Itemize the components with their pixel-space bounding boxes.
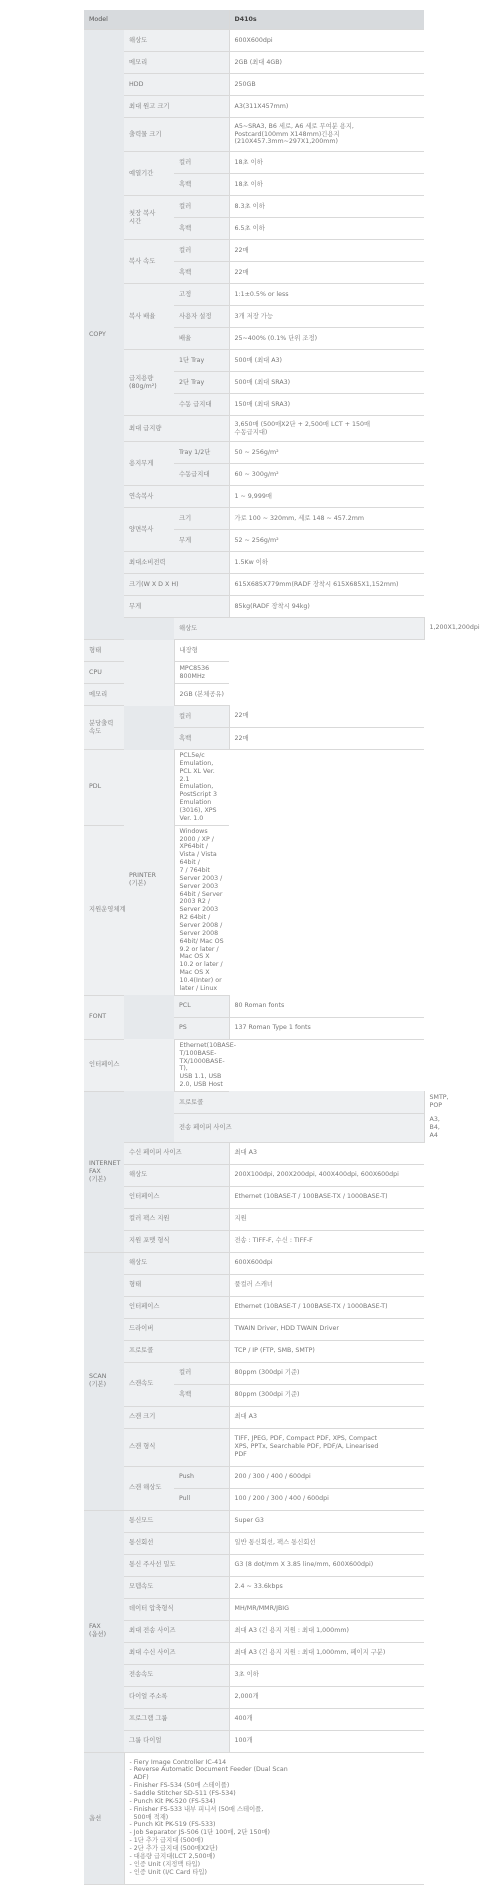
spec-row <box>84 1598 424 1620</box>
spec-value: A5~SRA3, B6 세로, A6 세로 무여분 용지, Postcard(100mm X148mm)긴용지 (210X457.3mm~297X1,200mm) <box>229 118 424 152</box>
spec-value: TCP / IP (FTP, SMB, SMTP) <box>229 1340 424 1362</box>
spec-label: 통신회선 <box>124 1532 229 1554</box>
spec-value: Ethernet (10BASE-T / 100BASE-TX / 1000BASE-T) <box>229 1186 424 1208</box>
spec-sublabel: 사용자 설정 <box>174 306 229 328</box>
spec-label: 최대 수신 사이즈 <box>124 1642 229 1664</box>
table-header-row <box>84 10 424 30</box>
spec-label: 지원 포맷 형식 <box>124 1230 229 1252</box>
spec-row <box>84 1164 424 1186</box>
spec-value: MH/MR/MMR/JBIG <box>229 1598 424 1620</box>
spec-sublabel: 고정 <box>174 284 229 306</box>
option-item: - 대용량 급지대(LCT 2,500매) <box>129 1852 216 1860</box>
spec-value: 22매 <box>229 262 424 284</box>
spec-sublabel: 크기 <box>174 508 229 530</box>
spec-row <box>84 1296 424 1318</box>
spec-table <box>84 10 480 1885</box>
spec-value: 600X600dpi <box>229 30 424 52</box>
option-item: - Punch Kit PK-519 (FS-533) <box>129 1821 216 1829</box>
option-item: - Reverse Automatic Document Feeder (Dual Scan <box>129 1766 288 1774</box>
spec-label: 지원운영체계 <box>84 825 174 995</box>
spec-label: 예열기간 <box>124 152 174 196</box>
spec-value: 150매 (최대 SRA3) <box>229 394 424 416</box>
spec-label: 통신 주사선 밀도 <box>124 1554 229 1576</box>
spec-value: 600X600dpi <box>229 1252 424 1274</box>
spec-value: Super G3 <box>229 1510 424 1532</box>
spec-sublabel: Tray 1/2단 <box>174 442 229 464</box>
spec-table-body <box>84 10 480 1885</box>
spec-label: HDD <box>124 74 229 96</box>
spec-sublabel: 컬러 <box>174 240 229 262</box>
spec-value: 400개 <box>229 1708 424 1730</box>
spec-value: 18초 이하 <box>229 174 424 196</box>
spec-row <box>84 508 424 530</box>
option-item: ADF) <box>129 1774 149 1782</box>
spec-sublabel: 흑백 <box>174 218 229 240</box>
spec-row <box>84 662 424 684</box>
spec-row <box>84 1428 424 1466</box>
spec-label: 컬러 팩스 지원 <box>124 1208 229 1230</box>
spec-value: 최대 A3 (긴 용지 지원 : 최대 1,000mm) <box>229 1620 424 1642</box>
spec-row <box>84 1318 424 1340</box>
spec-row <box>84 1340 424 1362</box>
spec-row <box>84 1620 424 1642</box>
spec-row <box>84 1576 424 1598</box>
spec-value: Ethernet(10BASE-T/100BASE-TX/1000BASE-T), USB 1.1, USB 2.0, USB Host <box>174 1039 229 1091</box>
spec-value: 100 / 200 / 300 / 400 / 600dpi <box>229 1488 424 1510</box>
spec-label: 모뎀속도 <box>124 1576 229 1598</box>
option-item: - 인증 Unit (지정맥 타입) <box>129 1860 201 1868</box>
option-item: - Punch Kit PK-520 (FS-534) <box>129 1797 216 1805</box>
spec-row <box>84 196 424 218</box>
spec-value: 60 ~ 300g/m² <box>229 464 424 486</box>
spec-row <box>84 1532 424 1554</box>
spec-row <box>84 350 424 372</box>
spec-sublabel: 1단 Tray <box>174 350 229 372</box>
spec-label: 최대 원고 크기 <box>124 96 229 118</box>
spec-value: TWAIN Driver, HDD TWAIN Driver <box>229 1318 424 1340</box>
spec-label: 형태 <box>124 1274 229 1296</box>
spec-label: 그룹 다이얼 <box>124 1730 229 1752</box>
spec-row <box>84 750 424 826</box>
spec-value: 22매 <box>229 728 424 750</box>
option-item: - 2단 추가 급지대 (500매X2단) <box>129 1844 218 1852</box>
spec-value: Windows 2000 / XP / XP64bit / Vista / Vista 64bit / 7 / 764bit Server 2003 / Server 2003 64bit / Server 2003 R2 / Server 2003 R2 64bit / Server 2008 / Server 2008 64bit/ Mac OS 9.2 or later / Mac OS X 10.2 or later / Mac OS X 10.4(Inter) or later / Linux <box>174 825 229 995</box>
spec-label: 분당출력속도 <box>84 706 124 750</box>
spec-label: 스캔 형식 <box>124 1428 229 1466</box>
category-cell: INTERNET FAX (기본) <box>84 1091 124 1252</box>
spec-row <box>84 118 424 152</box>
spec-row: INTERNET FAX (기본) 프로토콜 SMTP, POP <box>84 1091 424 1113</box>
spec-row <box>84 1466 424 1488</box>
spec-value: 500매 (최대 SRA3) <box>229 372 424 394</box>
spec-label: 최대 급지량 <box>124 416 229 442</box>
spec-label: 최대 전송 사이즈 <box>124 1620 229 1642</box>
spec-row <box>84 486 424 508</box>
spec-value: 137 Roman Type 1 fonts <box>229 1017 424 1039</box>
spec-label: 인터페이스 <box>124 1186 229 1208</box>
spec-value: Ethernet (10BASE-T / 100BASE-TX / 1000BASE-T) <box>229 1296 424 1318</box>
spec-value: 8.3초 이하 <box>229 196 424 218</box>
category-cell: COPY <box>84 30 124 640</box>
spec-row <box>84 52 424 74</box>
spec-row <box>84 152 424 174</box>
spec-value: 18초 이하 <box>229 152 424 174</box>
spec-label: 인터페이스 <box>84 1039 174 1091</box>
category-cell: FAX (옵션) <box>84 1510 124 1752</box>
spec-label: 메모리 <box>84 684 174 706</box>
spec-value: PCL5e/c Emulation, PCL XL Ver. 2.1 Emulation, PostScript 3 Emulation (3016), XPS Ver. 1.0 <box>174 750 229 826</box>
spec-row <box>84 240 424 262</box>
spec-row <box>84 1406 424 1428</box>
spec-value: 내장형 <box>174 640 229 662</box>
option-item: - Fiery Image Controller IC-414 <box>129 1758 227 1766</box>
option-item: - Job Separator JS-506 (1단 100매, 2단 150매) <box>129 1829 271 1837</box>
spec-label: 양면복사 <box>124 508 174 552</box>
spec-row <box>84 1708 424 1730</box>
spec-label: 해상도 <box>174 618 424 640</box>
spec-value: 2GB (본체공유) <box>174 684 229 706</box>
spec-sublabel: 컬러 <box>174 1362 229 1384</box>
spec-label: 프로그램 그룹 <box>124 1708 229 1730</box>
category-cell: 옵션 <box>84 1752 124 1885</box>
option-item: - 1단 추가 급지대 (500매) <box>129 1837 204 1845</box>
spec-label: 전송 페이퍼 사이즈 <box>174 1113 424 1142</box>
spec-row <box>84 1362 424 1384</box>
spec-row <box>84 552 424 574</box>
spec-value: A3(311X457mm) <box>229 96 424 118</box>
spec-label: 최대소비전력 <box>124 552 229 574</box>
spec-row <box>84 1186 424 1208</box>
spec-label: 다이얼 주소록 <box>124 1686 229 1708</box>
spec-table-container <box>84 10 480 1885</box>
option-item: - Finisher FS-533 내부 피니셔 (50매 스테이플, <box>129 1805 264 1813</box>
spec-sublabel: 흑백 <box>174 1384 229 1406</box>
spec-sublabel: PCL <box>174 995 229 1017</box>
spec-value: 일반 통신회선, 팩스 통신회선 <box>229 1532 424 1554</box>
option-item: - Finisher FS-534 (50매 스테이플) <box>129 1782 230 1790</box>
spec-row <box>84 1510 424 1532</box>
spec-value: 200X100dpi, 200X200dpi, 400X400dpi, 600X600dpi <box>229 1164 424 1186</box>
spec-value: 최대 A3 (긴 용지 지원 : 최대 1,000mm, 페이지 구분) <box>229 1642 424 1664</box>
spec-row <box>84 1142 424 1164</box>
spec-label: 해상도 <box>124 1164 229 1186</box>
spec-row <box>84 1274 424 1296</box>
spec-value: 2.4 ~ 33.6kbps <box>229 1576 424 1598</box>
spec-value: 80 Roman fonts <box>229 995 424 1017</box>
spec-sublabel: Pull <box>174 1488 229 1510</box>
spec-value: TIFF, JPEG, PDF, Compact PDF, XPS, Compact XPS, PPTx, Searchable PDF, PDF/A, Linearised PDF <box>229 1428 424 1466</box>
spec-row <box>84 1554 424 1576</box>
spec-sublabel: 수동 급지대 <box>174 394 229 416</box>
spec-row <box>84 596 424 618</box>
header-label: Model <box>84 10 229 30</box>
spec-value: 3초 이하 <box>229 1664 424 1686</box>
spec-value: 52 ~ 256g/m² <box>229 530 424 552</box>
spec-value: 지원 <box>229 1208 424 1230</box>
spec-sublabel: 흑백 <box>174 728 229 750</box>
spec-sublabel: 컬러 <box>174 196 229 218</box>
spec-label: 전송속도 <box>124 1664 229 1686</box>
spec-row <box>84 640 424 662</box>
spec-label: 메모리 <box>124 52 229 74</box>
spec-row <box>84 1230 424 1252</box>
spec-row <box>84 1208 424 1230</box>
spec-label: 인터페이스 <box>124 1296 229 1318</box>
spec-label: 해상도 <box>124 1252 229 1274</box>
spec-label: 드라이버 <box>124 1318 229 1340</box>
spec-value: 1:1±0.5% or less <box>229 284 424 306</box>
spec-value: 22매 <box>229 706 424 728</box>
spec-value: 풀컬러 스캐너 <box>229 1274 424 1296</box>
spec-value: 2,000개 <box>229 1686 424 1708</box>
spec-row <box>84 96 424 118</box>
spec-value: 80ppm (300dpi 기준) <box>229 1384 424 1406</box>
spec-label: 용지무게 <box>124 442 174 486</box>
spec-label: 스캔 해상도 <box>124 1466 174 1510</box>
spec-label: 출력물 크기 <box>124 118 229 152</box>
spec-value: 3,650매 (500매X2단 + 2,500매 LCT + 150매 수동급지대) <box>229 416 424 442</box>
spec-label: 복사 속도 <box>124 240 174 284</box>
spec-row <box>84 74 424 96</box>
spec-sublabel: 컬러 <box>174 152 229 174</box>
spec-value: 500매 (최대 A3) <box>229 350 424 372</box>
spec-row <box>84 284 424 306</box>
spec-row <box>84 1252 424 1274</box>
spec-row <box>84 574 424 596</box>
spec-sublabel: 수동급지대 <box>174 464 229 486</box>
spec-label: 수신 페이퍼 사이즈 <box>124 1142 229 1164</box>
spec-sublabel: 2단 Tray <box>174 372 229 394</box>
option-item: - Saddle Stitcher SD-511 (FS-534) <box>129 1789 236 1797</box>
spec-label: PDL <box>84 750 174 826</box>
spec-label: 통신모드 <box>124 1510 229 1532</box>
spec-value: 85kg(RADF 장착시 94kg) <box>229 596 424 618</box>
spec-row: PRINTER (기본) 해상도 1,200X1,200dpi <box>84 618 424 640</box>
spec-value: 100개 <box>229 1730 424 1752</box>
spec-sublabel: 컬러 <box>174 706 229 728</box>
category-cell: SCAN (기본) <box>84 1252 124 1510</box>
spec-value: 1.5Kw 이하 <box>229 552 424 574</box>
spec-sublabel: 배율 <box>174 328 229 350</box>
spec-value: 80ppm (300dpi 기준) <box>229 1362 424 1384</box>
spec-value: 전송 : TIFF-F, 수신 : TIFF-F <box>229 1230 424 1252</box>
spec-value: 가로 100 ~ 320mm, 세로 148 ~ 457.2mm <box>229 508 424 530</box>
spec-sublabel: 무게 <box>174 530 229 552</box>
spec-row <box>84 825 424 995</box>
spec-row <box>84 442 424 464</box>
spec-label: CPU <box>84 662 174 684</box>
option-item: - 인증 Unit (I/C Card 타입) <box>129 1868 207 1876</box>
spec-value: 최대 A3 <box>229 1406 424 1428</box>
spec-label: 프로토콜 <box>174 1091 424 1113</box>
spec-sublabel: Push <box>174 1466 229 1488</box>
spec-row <box>84 416 424 442</box>
spec-value: 3개 저장 가능 <box>229 306 424 328</box>
spec-value: 25~400% (0.1% 단위 조정) <box>229 328 424 350</box>
category-cell: PRINTER (기본) <box>124 618 174 1143</box>
spec-value: MPC8536 800MHz <box>174 662 229 684</box>
spec-value: 2GB (최대 4GB) <box>229 52 424 74</box>
spec-label: 급지용량 (80g/m²) <box>124 350 174 416</box>
options-list <box>124 1752 424 1885</box>
spec-value: G3 (8 dot/mm X 3.85 line/mm, 600X600dpi) <box>229 1554 424 1576</box>
spec-value: 22매 <box>229 240 424 262</box>
spec-label: 무게 <box>124 596 229 618</box>
spec-value: 1 ~ 9,999매 <box>229 486 424 508</box>
spec-row <box>84 30 424 52</box>
spec-row <box>84 1642 424 1664</box>
spec-label: 스캔속도 <box>124 1362 174 1406</box>
spec-label: 데이터 압축형식 <box>124 1598 229 1620</box>
spec-row <box>84 1686 424 1708</box>
spec-value: 50 ~ 256g/m² <box>229 442 424 464</box>
spec-value: 6.5초 이하 <box>229 218 424 240</box>
spec-label: 스캔 크기 <box>124 1406 229 1428</box>
spec-label: 프로토콜 <box>124 1340 229 1362</box>
spec-label: 첫장 복사 시간 <box>124 196 174 240</box>
spec-label: FONT <box>84 995 124 1039</box>
spec-value: 615X685X779mm(RADF 장착시 615X685X1,152mm) <box>229 574 424 596</box>
options-row <box>84 1752 424 1885</box>
spec-row <box>84 1039 424 1091</box>
spec-sublabel: PS <box>174 1017 229 1039</box>
spec-label: 크기(W X D X H) <box>124 574 229 596</box>
option-item: 500매 적재) <box>129 1813 169 1821</box>
spec-row: 전송 페이퍼 사이즈 A3, B4, A4 <box>84 1113 424 1142</box>
spec-row <box>84 1664 424 1686</box>
spec-label: 연속복사 <box>124 486 229 508</box>
spec-sublabel: 흑백 <box>174 174 229 196</box>
spec-row <box>84 1730 424 1752</box>
spec-label: 복사 배율 <box>124 284 174 350</box>
model-name: D410s <box>229 10 424 30</box>
spec-label: 형태 <box>84 640 174 662</box>
spec-value: 200 / 300 / 400 / 600dpi <box>229 1466 424 1488</box>
spec-sublabel: 흑백 <box>174 262 229 284</box>
spec-value: 250GB <box>229 74 424 96</box>
spec-row <box>84 684 424 706</box>
spec-value: 최대 A3 <box>229 1142 424 1164</box>
spec-label: 해상도 <box>124 30 229 52</box>
